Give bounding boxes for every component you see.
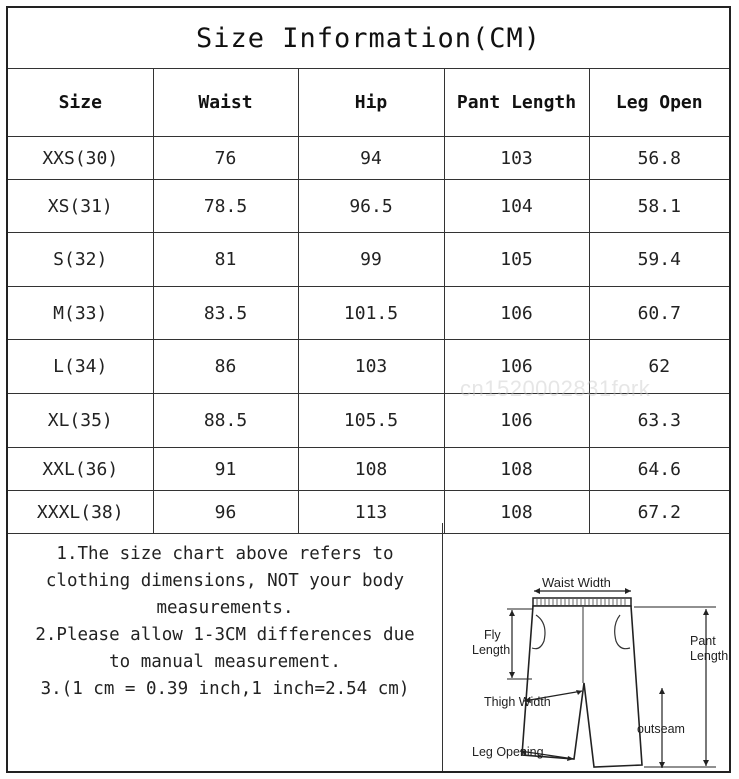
header-waist: Waist	[153, 69, 298, 137]
table-cell: 106	[444, 340, 589, 394]
table-cell: XXS(30)	[8, 137, 153, 180]
table-cell: 67.2	[589, 491, 729, 534]
table-cell: 86	[153, 340, 298, 394]
chart-title: Size Information(CM)	[8, 8, 729, 69]
size-table	[8, 69, 729, 534]
table-cell: M(33)	[8, 287, 153, 340]
table-cell: 62	[589, 340, 729, 394]
label-fly-length-1: Fly	[484, 628, 501, 642]
table-cell: S(32)	[8, 233, 153, 287]
label-fly-length-2: Length	[472, 643, 511, 657]
table-cell: 94	[298, 137, 444, 180]
note-line: to manual measurement.	[109, 652, 341, 672]
table-cell: 113	[298, 491, 444, 534]
label-waist-width: Waist Width	[542, 575, 611, 590]
header-hip: Hip	[298, 69, 444, 137]
table-cell: 103	[298, 340, 444, 394]
table-cell: 78.5	[153, 180, 298, 233]
label-leg-opening: Leg Opening	[472, 745, 544, 759]
table-cell: 99	[298, 233, 444, 287]
label-outseam: outseam	[637, 722, 685, 736]
label-pant-length-2: Length	[690, 649, 729, 663]
label-pant-length-1: Pant	[690, 634, 716, 648]
note-line: 3.(1 cm = 0.39 inch,1 inch=2.54 cm)	[40, 679, 410, 699]
label-thigh-width: Thigh Width	[484, 695, 551, 709]
header-pant-length: Pant Length	[444, 69, 589, 137]
header-size: Size	[8, 69, 153, 137]
table-cell: 105.5	[298, 394, 444, 448]
table-row	[8, 448, 729, 491]
table-cell: 96.5	[298, 180, 444, 233]
table-cell: L(34)	[8, 340, 153, 394]
notes-area	[8, 523, 729, 771]
table-cell: 96	[153, 491, 298, 534]
table-cell: 56.8	[589, 137, 729, 180]
note-line: 1.The size chart above refers to	[56, 544, 394, 564]
watermark: cn1520002831fork	[460, 376, 651, 401]
table-cell: 64.6	[589, 448, 729, 491]
table-cell: XXXL(38)	[8, 491, 153, 534]
table-cell: 83.5	[153, 287, 298, 340]
table-cell: 81	[153, 233, 298, 287]
table-row	[8, 137, 729, 180]
table-cell: XS(31)	[8, 180, 153, 233]
table-cell: XL(35)	[8, 394, 153, 448]
table-cell: 60.7	[589, 287, 729, 340]
table-cell: 108	[298, 448, 444, 491]
table-cell: 91	[153, 448, 298, 491]
table-cell: 63.3	[589, 394, 729, 448]
table-cell: 88.5	[153, 394, 298, 448]
table-cell: 76	[153, 137, 298, 180]
header-row	[8, 69, 729, 137]
note-line: measurements.	[156, 598, 294, 618]
pants-diagram	[444, 523, 729, 771]
table-cell: 104	[444, 180, 589, 233]
table-cell: 58.1	[589, 180, 729, 233]
table-cell: 108	[444, 491, 589, 534]
table-cell: 59.4	[589, 233, 729, 287]
note-line: 2.Please allow 1-3CM differences due	[35, 625, 415, 645]
table-cell: 103	[444, 137, 589, 180]
header-leg-open: Leg Open	[589, 69, 729, 137]
table-cell: 105	[444, 233, 589, 287]
table-row	[8, 233, 729, 287]
table-cell: 101.5	[298, 287, 444, 340]
table-cell: 106	[444, 394, 589, 448]
table-row	[8, 180, 729, 233]
table-cell: XXL(36)	[8, 448, 153, 491]
table-cell: 108	[444, 448, 589, 491]
note-line: clothing dimensions, NOT your body	[45, 571, 405, 591]
notes	[8, 523, 443, 771]
table-row	[8, 287, 729, 340]
table-cell: 106	[444, 287, 589, 340]
